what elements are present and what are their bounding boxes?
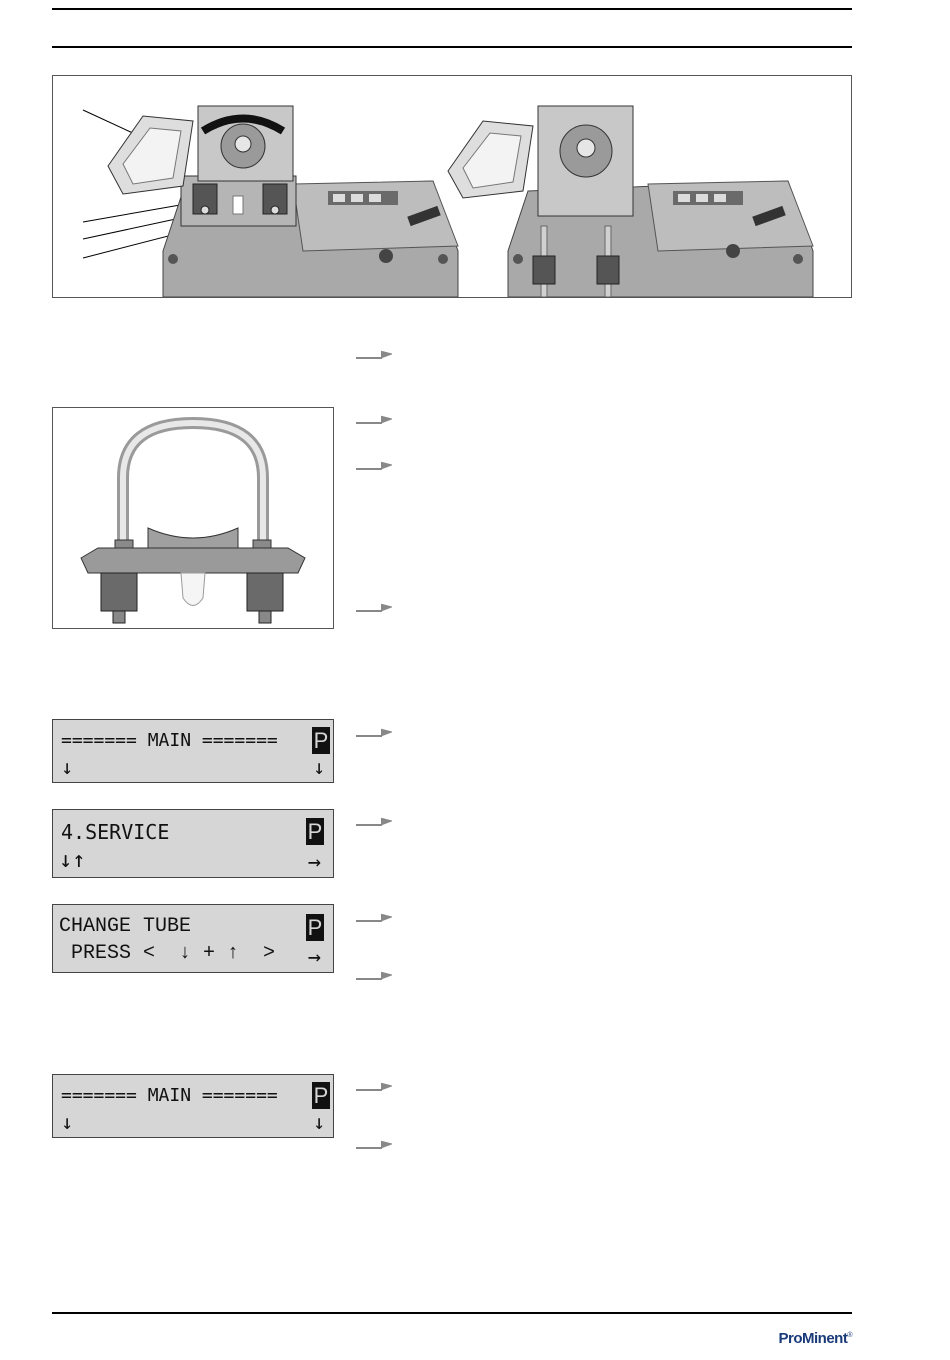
step-arrow-icon (356, 458, 392, 472)
lcd-screen-service (52, 809, 334, 878)
lcd-line-1: CHANGE TUBE (59, 915, 192, 938)
lcd-line-1: ======= MAIN ======= (61, 730, 278, 751)
lcd-screen-change-tube (52, 904, 334, 973)
lcd-line-2-left: ↓↑ (59, 848, 86, 873)
step-arrow-icon (356, 412, 392, 426)
step-arrow-icon (356, 600, 392, 614)
lcd-p-badge: P (307, 915, 323, 940)
tube-illustration-frame (52, 407, 334, 629)
lcd-p-badge: P (313, 1083, 329, 1108)
lcd-line-2-left: ↓ (61, 1110, 74, 1134)
step-arrow-icon (356, 725, 392, 739)
lcd-line-2-left: PRESS < ↓ + ↑ > (59, 942, 276, 965)
brand-registered-mark: ® (847, 1332, 852, 1339)
lcd-line-2-left: ↓ (61, 755, 74, 779)
lcd-screen-main (52, 719, 334, 783)
pump-illustration-frame (52, 75, 852, 298)
step-arrow-icon (356, 968, 392, 982)
lcd-line-2-right: ↓ (312, 755, 325, 779)
step-arrow-icon (356, 814, 392, 828)
tube-illustration (53, 408, 333, 628)
step-arrow-icon (356, 910, 392, 924)
step-arrow-icon (356, 347, 392, 361)
brand-name: ProMinent (778, 1330, 848, 1347)
lcd-line-2-right: ↓ (312, 1110, 325, 1134)
pump-illustration (53, 76, 851, 297)
footer-rule (52, 1312, 852, 1314)
lcd-screen-main-return (52, 1074, 334, 1138)
lcd-p-badge: P (313, 728, 329, 753)
lcd-line-1: ======= MAIN ======= (61, 1085, 278, 1106)
step-arrow-icon (356, 1079, 392, 1093)
step-arrow-icon (356, 1137, 392, 1151)
lcd-line-1: 4.SERVICE (61, 820, 170, 844)
header-rule-bottom (52, 46, 852, 48)
lcd-line-2-right: → (307, 945, 321, 970)
lcd-line-2-right: → (307, 850, 321, 875)
header-rule-top (52, 8, 852, 10)
lcd-p-badge: P (307, 819, 323, 844)
prominent-logo (778, 1330, 852, 1347)
